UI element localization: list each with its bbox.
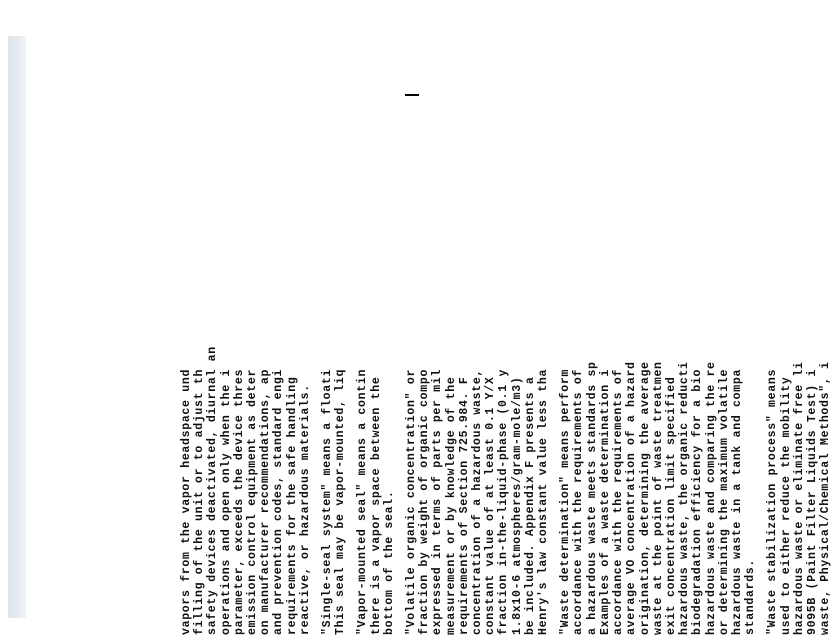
paragraph xyxy=(559,205,757,635)
text-line: accordance with the requirements of xyxy=(572,368,586,635)
paragraph-gap xyxy=(550,205,559,635)
text-line: a hazardous waste meets standards sp xyxy=(585,361,599,635)
text-line: parameter, exceeds the device thres xyxy=(232,368,246,635)
paragraph-gap xyxy=(347,205,356,635)
text-line: standards. xyxy=(744,558,758,635)
text-line: be included. Appendix F presents a xyxy=(523,376,537,635)
text-line: constant value of at least 0.1 Y/X xyxy=(484,376,498,635)
text-line: average VO concentration of a hazard xyxy=(625,361,639,635)
text-line: fraction by weight of organic compo xyxy=(418,368,432,635)
text-line: hazardous waste in a tank and compa xyxy=(730,368,744,635)
text-line: 1.8x10-6 atmospheres/gram-mole/m3) xyxy=(510,376,524,635)
text-line: measurement or by knowledge of the xyxy=(444,376,458,635)
text-line: reactive, or hazardous materials. xyxy=(298,384,312,635)
text-line: filling of the unit or to adjust th xyxy=(193,368,207,635)
text-line: Henry's law constant value less tha xyxy=(537,368,551,635)
paragraph-gap xyxy=(757,205,766,635)
paragraph-gap xyxy=(396,205,405,635)
paragraph-gap xyxy=(312,205,321,635)
text-line: fraction in-the-liquid-phase (0.1 y xyxy=(497,368,511,635)
text-line: operations and open only when the i xyxy=(219,368,233,635)
text-line: hazardous waste or eliminate free li xyxy=(792,361,806,635)
text-line: This seal may be vapor-mounted, liq xyxy=(334,368,348,635)
text-line: hazardous waste and comparing the re xyxy=(704,361,718,635)
text-line: there is a vapor space between the xyxy=(369,376,383,635)
text-line: requirements for the safe handling xyxy=(285,376,299,635)
text-line: expressed in terms of parts per mil xyxy=(431,368,445,635)
text-line: "Single-seal system" means a floati xyxy=(321,368,335,635)
text-line: Examples of a waste determination i xyxy=(598,368,612,635)
scan-inner xyxy=(180,205,832,635)
paragraph xyxy=(356,205,396,635)
text-line: accordance with the requirements of xyxy=(612,368,626,635)
text-line: hazardous waste, the organic reducti xyxy=(678,361,692,635)
text-line: on manufacturer recommendations, ap xyxy=(259,368,273,635)
paragraph xyxy=(405,205,550,635)
text-line: safety devices deactivated, diurnal an xyxy=(206,346,220,635)
text-line: biodegradation efficiency for a bio xyxy=(691,368,705,635)
text-line: "Waste stabilization process" means xyxy=(766,368,780,635)
scan-area xyxy=(180,205,832,635)
text-line: waste at the point of waste treatmen xyxy=(651,361,665,635)
text-line: used to either reduce the mobility xyxy=(779,376,793,635)
text-line: origination, determining the average xyxy=(638,361,652,635)
text-line: bottom of the seal. xyxy=(382,490,396,635)
text-line: requirements of Section 725.984. F xyxy=(457,376,471,635)
text-line: waste, Physical/Chemical Methods", i xyxy=(819,361,832,635)
text-line: or determining the maximum volatile xyxy=(717,368,731,635)
paragraph xyxy=(321,205,347,635)
text-line: 9095B (Paint Filter Liquids Test) i xyxy=(805,368,819,635)
text-line: concentration of a hazardous waste, xyxy=(471,368,485,635)
text-line: vapors from the vapor headspace und xyxy=(180,368,193,635)
text-line: and prevention codes, standard engi xyxy=(272,368,286,635)
text-line: "Waste determination" means perform xyxy=(559,368,573,635)
paragraph xyxy=(180,205,312,635)
text-line: "Volatile organic concentration" or xyxy=(405,368,419,635)
text-line: exit concentration limit specified xyxy=(664,376,678,635)
text-line: "Vapor-mounted seal" means a contin xyxy=(356,368,370,635)
text-column xyxy=(180,205,832,635)
text-line: emission control equipment as deter xyxy=(246,368,260,635)
paragraph xyxy=(766,205,832,635)
